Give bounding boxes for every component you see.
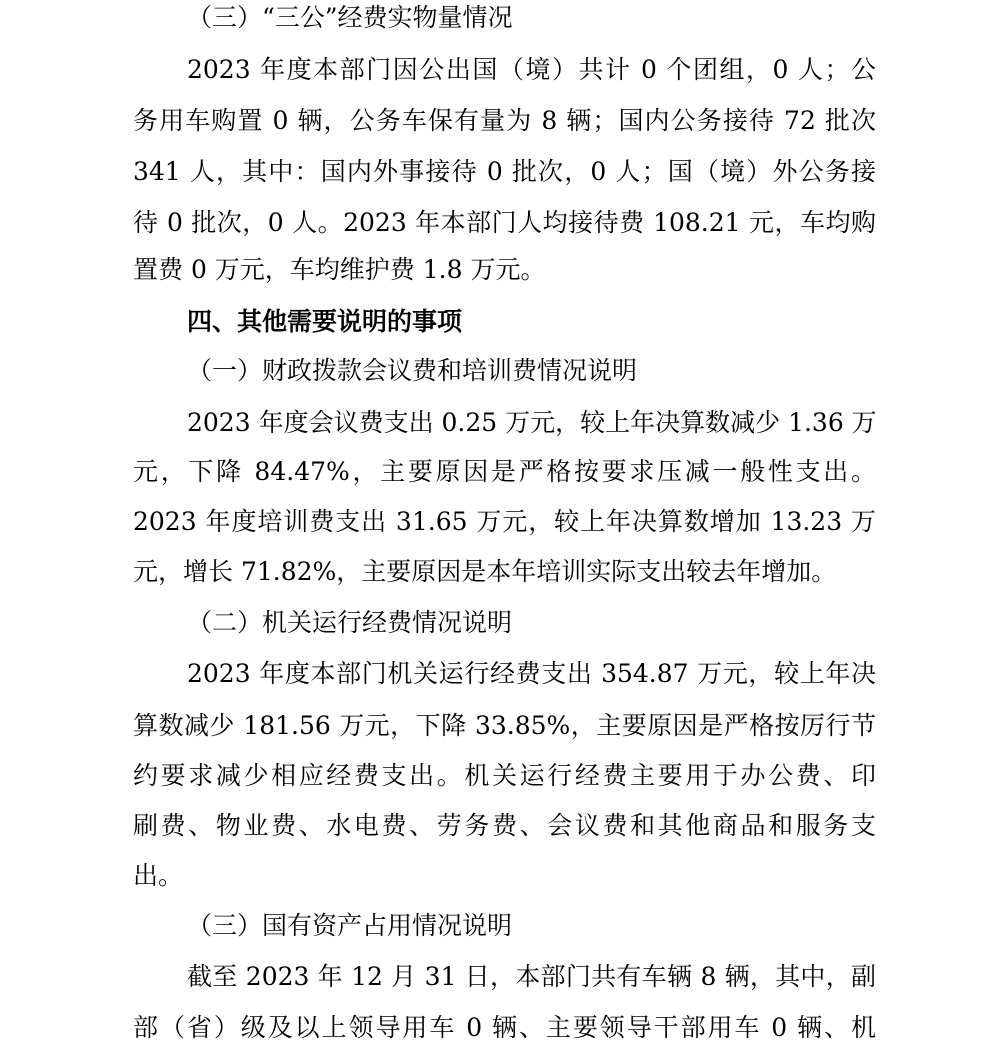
- paragraph-line: 2023 年度本部门因公出国（境）共计 0 个团组，0 人；公: [187, 55, 876, 84]
- paragraph-line: 341 人，其中：国内外事接待 0 批次，0 人；国（境）外公务接: [133, 157, 876, 186]
- paragraph-line: 刷费、物业费、水电费、劳务费、会议费和其他商品和服务支: [133, 811, 876, 840]
- paragraph-line: 算数减少 181.56 万元，下降 33.85%，主要原因是严格按厉行节: [133, 711, 876, 740]
- paragraph-line: 出。: [133, 861, 184, 890]
- section-heading-other-matters: 四、其他需要说明的事项: [187, 307, 463, 336]
- paragraph-line: 2023 年度会议费支出 0.25 万元，较上年决算数减少 1.36 万: [187, 408, 877, 437]
- paragraph-line: 元，下降 84.47%，主要原因是严格按要求压减一般性支出。: [133, 457, 876, 486]
- paragraph-line: 务用车购置 0 辆，公务车保有量为 8 辆；国内公务接待 72 批次: [133, 106, 876, 135]
- paragraph-line: 待 0 批次，0 人。2023 年本部门人均接待费 108.21 元，车均购: [133, 208, 876, 237]
- subheading-meeting-training: （一）财政拨款会议费和培训费情况说明: [187, 356, 638, 385]
- paragraph-line: 部（省）级及以上领导用车 0 辆、主要领导干部用车 0 辆、机: [133, 1013, 876, 1042]
- paragraph-line: 约要求减少相应经费支出。机关运行经费主要用于办公费、印: [133, 761, 876, 790]
- subheading-operating-costs: （二）机关运行经费情况说明: [187, 608, 513, 637]
- paragraph-line: 2023 年度本部门机关运行经费支出 354.87 万元，较上年决: [187, 659, 876, 688]
- paragraph-line: 元，增长 71.82%，主要原因是本年培训实际支出较去年增加。: [133, 557, 837, 586]
- paragraph-line: 截至 2023 年 12 月 31 日，本部门共有车辆 8 辆，其中，副: [187, 962, 876, 991]
- paragraph-line: 2023 年度培训费支出 31.65 万元，较上年决算数增加 13.23 万: [133, 507, 876, 536]
- subheading-state-assets: （三）国有资产占用情况说明: [187, 911, 513, 940]
- subheading-sangong-quantity: （三）“三公”经费实物量情况: [187, 3, 513, 32]
- paragraph-line: 置费 0 万元，车均维护费 1.8 万元。: [133, 255, 546, 284]
